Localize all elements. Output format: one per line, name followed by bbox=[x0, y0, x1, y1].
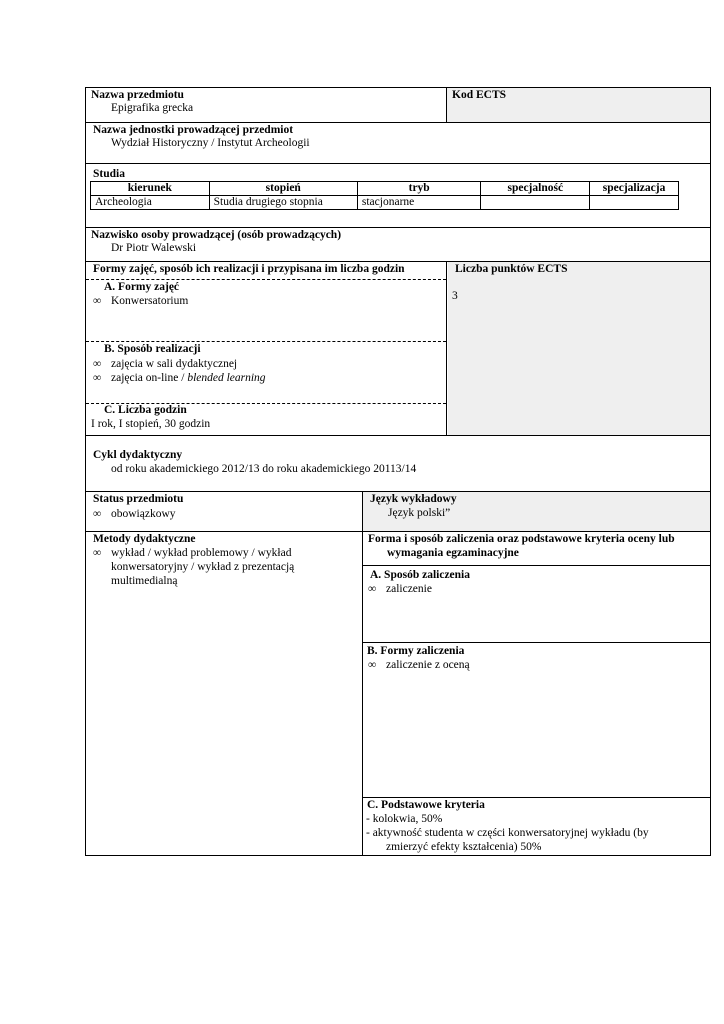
metody-line-2: konwersatoryjny / wykład z prezentacją bbox=[111, 561, 295, 573]
sposob-zaliczenia-label: A. Sposób zaliczenia bbox=[370, 569, 470, 581]
nazwa-przedmiotu-label: Nazwa przedmiotu bbox=[91, 89, 184, 101]
studia-table bbox=[90, 181, 679, 210]
cykl-label: Cykl dydaktyczny bbox=[93, 449, 183, 461]
studia-stopien: Studia drugiego stopnia bbox=[209, 196, 357, 210]
liczba-godzin-value: I rok, I stopień, 30 godzin bbox=[91, 418, 211, 430]
status-label: Status przedmiotu bbox=[93, 493, 184, 505]
forma-zaliczenia-label-1: Forma i sposób zaliczenia oraz podstawowe kryteria oceny lub bbox=[368, 533, 675, 545]
studia-tryb: stacjonarne bbox=[357, 196, 481, 210]
ects-cell bbox=[448, 262, 710, 435]
sposob-realizacji-label: B. Sposób realizacji bbox=[104, 343, 201, 355]
status-value: ∞ obowiązkowy bbox=[93, 508, 176, 520]
jezyk-label: Język wykładowy bbox=[370, 493, 457, 505]
ects-label: Liczba punktów ECTS bbox=[455, 263, 568, 275]
studia-kierunek: Archeologia bbox=[91, 196, 210, 210]
studia-label: Studia bbox=[93, 168, 125, 180]
nazwa-przedmiotu-value: Epigrafika grecka bbox=[111, 102, 194, 114]
formy-header: Formy zajęć, sposób ich realizacji i przypisana im liczba godzin bbox=[93, 263, 405, 275]
studia-row bbox=[91, 196, 679, 210]
metody-line-3: multimedialną bbox=[111, 575, 178, 587]
sposob-realizacji-item-1: ∞ zajęcia w sali dydaktycznej bbox=[93, 358, 238, 370]
bullet-icon: ∞ bbox=[93, 358, 102, 370]
studia-header-kierunek: kierunek bbox=[91, 182, 210, 196]
bullet-icon: ∞ bbox=[93, 372, 102, 384]
bullet-icon: ∞ bbox=[93, 295, 102, 307]
formy-zajec-label: A. Formy zajęć bbox=[104, 281, 180, 293]
metody-line-1: ∞ wykład / wykład problemowy / wykład bbox=[93, 547, 292, 559]
studia-header-stopien: stopień bbox=[209, 182, 357, 196]
studia-specjalizacja bbox=[590, 196, 679, 210]
liczba-godzin-label: C. Liczba godzin bbox=[104, 404, 187, 416]
prowadzacy-value: Dr Piotr Walewski bbox=[111, 242, 197, 254]
studia-header-row bbox=[91, 182, 679, 196]
sposob-zaliczenia-value: ∞ zaliczenie bbox=[368, 583, 432, 595]
kryteria-line-3: zmierzyć efekty kształcenia) 50% bbox=[386, 841, 542, 853]
kod-ects-label: Kod ECTS bbox=[452, 89, 507, 101]
studia-header-tryb: tryb bbox=[357, 182, 481, 196]
kryteria-label: C. Podstawowe kryteria bbox=[367, 799, 485, 811]
jednostka-label: Nazwa jednostki prowadzącej przedmiot bbox=[93, 124, 294, 136]
bullet-icon: ∞ bbox=[368, 659, 377, 671]
studia-header-specjalnosc: specjalność bbox=[481, 182, 590, 196]
cykl-value: od roku akademickiego 2012/13 do roku akademickiego 20113/14 bbox=[111, 463, 417, 475]
bullet-icon: ∞ bbox=[93, 547, 102, 559]
studia-header-specjalizacja: specjalizacja bbox=[590, 182, 679, 196]
formy-zaliczenia-label: B. Formy zaliczenia bbox=[367, 645, 465, 657]
bullet-icon: ∞ bbox=[93, 508, 102, 520]
ects-value: 3 bbox=[452, 290, 458, 302]
sposob-realizacji-item-2: ∞ zajęcia on-line / blended learning bbox=[93, 372, 266, 384]
metody-label: Metody dydaktyczne bbox=[93, 533, 196, 545]
kryteria-line-2: - aktywność studenta w części konwersatoryjnej wykładu (by bbox=[366, 827, 649, 839]
formy-zajec-item: ∞ Konwersatorium bbox=[93, 295, 189, 307]
kryteria-line-1: - kolokwia, 50% bbox=[366, 813, 443, 825]
forma-zaliczenia-label-2: wymagania egzaminacyjne bbox=[387, 547, 519, 559]
jezyk-value: Język polski” bbox=[388, 507, 451, 519]
studia-specjalnosc bbox=[481, 196, 590, 210]
jednostka-value: Wydział Historyczny / Instytut Archeologii bbox=[111, 137, 310, 149]
bullet-icon: ∞ bbox=[368, 583, 377, 595]
formy-zaliczenia-value: ∞ zaliczenie z oceną bbox=[368, 659, 470, 671]
prowadzacy-label: Nazwisko osoby prowadzącej (osób prowadzących) bbox=[91, 229, 342, 241]
